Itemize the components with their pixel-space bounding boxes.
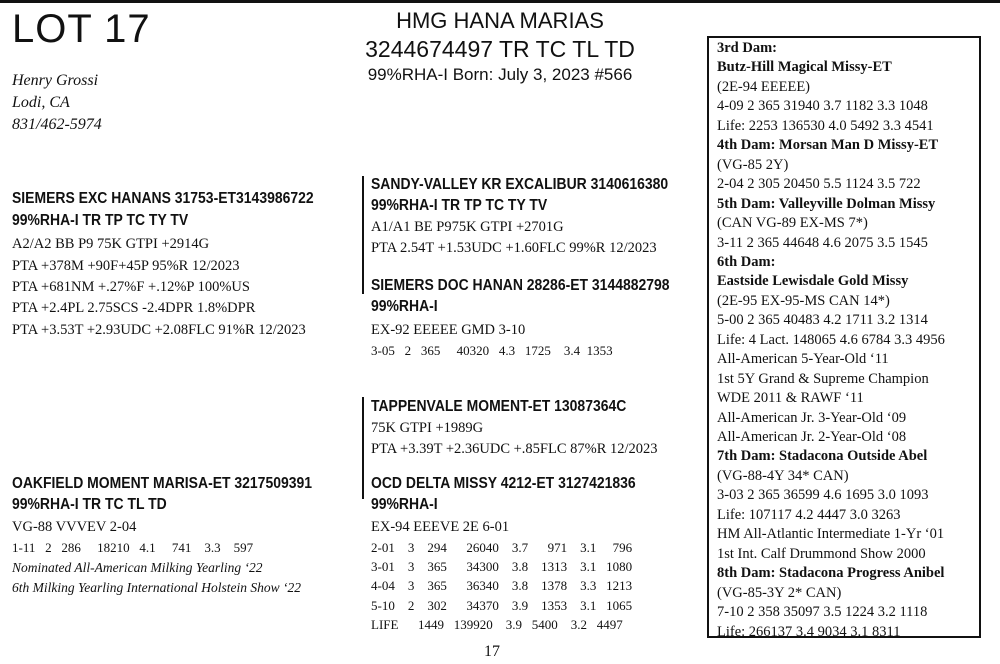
dam-dam-record: 5-10 2 302 34370 3.9 1353 3.1 1065 (371, 598, 633, 613)
ancestor-detail: (2E-94 EEEEE) (717, 78, 811, 95)
sire-line: PTA +2.4PL 2.75SCS -2.4DPR 1.8%DPR (12, 300, 256, 316)
ancestor-detail: 2-04 2 305 20450 5.5 1124 3.5 722 (717, 176, 921, 193)
ancestor-detail: All-American Jr. 2-Year-Old ‘08 (717, 429, 907, 445)
ancestor-heading: 3rd Dam: (717, 40, 778, 56)
dam-note: 6th Milking Yearling International Holstein Show ‘22 (12, 580, 301, 595)
ancestor-detail: Life: 266137 3.4 9034 3.1 8311 (717, 623, 901, 640)
extended-pedigree-box (707, 36, 981, 638)
sire-dam-tags: 99%RHA-I (371, 298, 438, 315)
sire-line: PTA +378M +90F+45P 95%R 12/2023 (12, 258, 240, 274)
sire-line: A2/A2 BB P9 75K GTPI +2914G (12, 236, 210, 252)
top-rule (0, 0, 1000, 3)
sire-dam-record: 3-05 2 365 40320 4.3 1725 3.4 1353 (371, 343, 613, 358)
animal-info: 99%RHA-I Born: July 3, 2023 #566 (367, 65, 633, 84)
ancestor-detail: HM All-Atlantic Intermediate 1-Yr ‘01 (717, 526, 945, 543)
ancestor-heading: 4th Dam: Morsan Man D Missy-ET (717, 137, 939, 154)
ancestor-detail: 3-11 2 365 44648 4.6 2075 3.5 1545 (717, 234, 928, 251)
sire-dam-name: SIEMERS DOC HANAN 28286-ET 3144882798 (371, 277, 670, 294)
animal-name: HMG HANA MARIAS (396, 8, 604, 33)
ancestor-detail: (VG-88-4Y 34* CAN) (717, 467, 849, 484)
ancestor-detail: 5-00 2 365 40483 4.2 1711 3.2 1314 (717, 312, 928, 329)
dam-tags: 99%RHA-I TR TC TL TD (12, 496, 167, 513)
ancestor-detail: Life: 107117 4.2 4447 3.0 3263 (717, 506, 901, 523)
dam-record: 1-11 2 286 18210 4.1 741 3.3 597 (12, 540, 254, 555)
ancestor-detail: (CAN VG-89 EX-MS 7*) (717, 215, 868, 232)
owner-name: Henry Grossi (12, 72, 99, 89)
owner-phone: 831/462-5974 (12, 116, 102, 133)
ancestor-detail: (2E-95 EX-95-MS CAN 14*) (717, 292, 890, 309)
sire-sire-line: A1/A1 BE P975K GTPI +2701G (371, 219, 564, 235)
ancestor-detail: WDE 2011 & RAWF ‘11 (717, 390, 864, 407)
dam-dam-record: 3-01 3 365 34300 3.8 1313 3.1 1080 (371, 559, 633, 574)
ancestor-heading: Eastside Lewisdale Gold Missy (717, 273, 909, 290)
ancestor-heading: 8th Dam: Stadacona Progress Anibel (717, 565, 945, 582)
dam-dam-record: 4-04 3 365 36340 3.8 1378 3.3 1213 (371, 578, 633, 593)
dam-name: OAKFIELD MOMENT MARISA-ET 3217509391 (12, 475, 312, 492)
ancestor-heading: 6th Dam: (717, 253, 776, 270)
ancestor-detail: All-American 5-Year-Old ‘11 (717, 351, 889, 368)
dam-dam-line: EX-94 EEEVE 2E 6-01 (371, 519, 510, 535)
ancestor-detail: (VG-85 2Y) (717, 156, 789, 173)
ancestor-detail: 1st 5Y Grand & Supreme Champion (717, 370, 929, 387)
ancestor-heading: Butz-Hill Magical Missy-ET (717, 59, 892, 76)
sire-name: SIEMERS EXC HANANS 31753-ET3143986722 (12, 190, 314, 207)
dam-sire-name: TAPPENVALE MOMENT-ET 13087364C (371, 398, 627, 415)
dam-sire-line: 75K GTPI +1989G (371, 420, 484, 436)
ancestor-detail: 3-03 2 365 36599 4.6 1695 3.0 1093 (717, 487, 929, 504)
dam-dam-record: 2-01 3 294 26040 3.7 971 3.1 796 (371, 540, 633, 555)
ancestor-detail: All-American Jr. 3-Year-Old ‘09 (717, 409, 907, 426)
ancestor-detail: Life: 4 Lact. 148065 4.6 6784 3.3 4956 (717, 331, 945, 348)
sire-dam-line: EX-92 EEEEE GMD 3-10 (371, 322, 526, 338)
ancestor-heading: 5th Dam: Valleyville Dolman Missy (717, 195, 936, 212)
sire-line: PTA +3.53T +2.93UDC +2.08FLC 91%R 12/2023 (12, 322, 306, 338)
dam-line: VG-88 VVVEV 2-04 (12, 519, 137, 535)
page-number: 17 (484, 643, 500, 660)
dam-parents-bracket (362, 397, 364, 499)
ancestor-detail: 1st Int. Calf Drummond Show 2000 (717, 545, 926, 562)
ancestor-heading: 7th Dam: Stadacona Outside Abel (717, 448, 928, 465)
sire-line: PTA +681NM +.27%F +.12%P 100%US (12, 279, 250, 295)
sire-tags: 99%RHA-I TR TP TC TY TV (12, 212, 189, 229)
dam-note: Nominated All-American Milking Yearling ‘22 (12, 560, 263, 575)
dam-sire-line: PTA +3.39T +2.36UDC +.85FLC 87%R 12/2023 (371, 441, 658, 457)
dam-dam-tags: 99%RHA-I (371, 496, 438, 513)
ancestor-detail: Life: 2253 136530 4.0 5492 3.3 4541 (717, 117, 934, 134)
owner-city: Lodi, CA (12, 94, 70, 111)
ancestor-detail: 4-09 2 365 31940 3.7 1182 3.3 1048 (717, 98, 928, 115)
dam-dam-record: LIFE 1449 139920 3.9 5400 3.2 4497 (371, 617, 623, 632)
ancestor-detail: (VG-85-3Y 2* CAN) (717, 584, 842, 601)
lot-number: LOT 17 (12, 7, 151, 51)
dam-dam-name: OCD DELTA MISSY 4212-ET 3127421836 (371, 475, 636, 492)
sire-sire-line: PTA 2.54T +1.53UDC +1.60FLC 99%R 12/2023 (371, 240, 657, 256)
sire-parents-bracket (362, 176, 364, 294)
sire-sire-name: SANDY-VALLEY KR EXCALIBUR 3140616380 (371, 176, 669, 193)
ancestor-detail: 7-10 2 358 35097 3.5 1224 3.2 1118 (717, 604, 928, 621)
sire-sire-tags: 99%RHA-I TR TP TC TY TV (371, 197, 548, 214)
animal-registration: 3244674497 TR TC TL TD (365, 36, 635, 62)
